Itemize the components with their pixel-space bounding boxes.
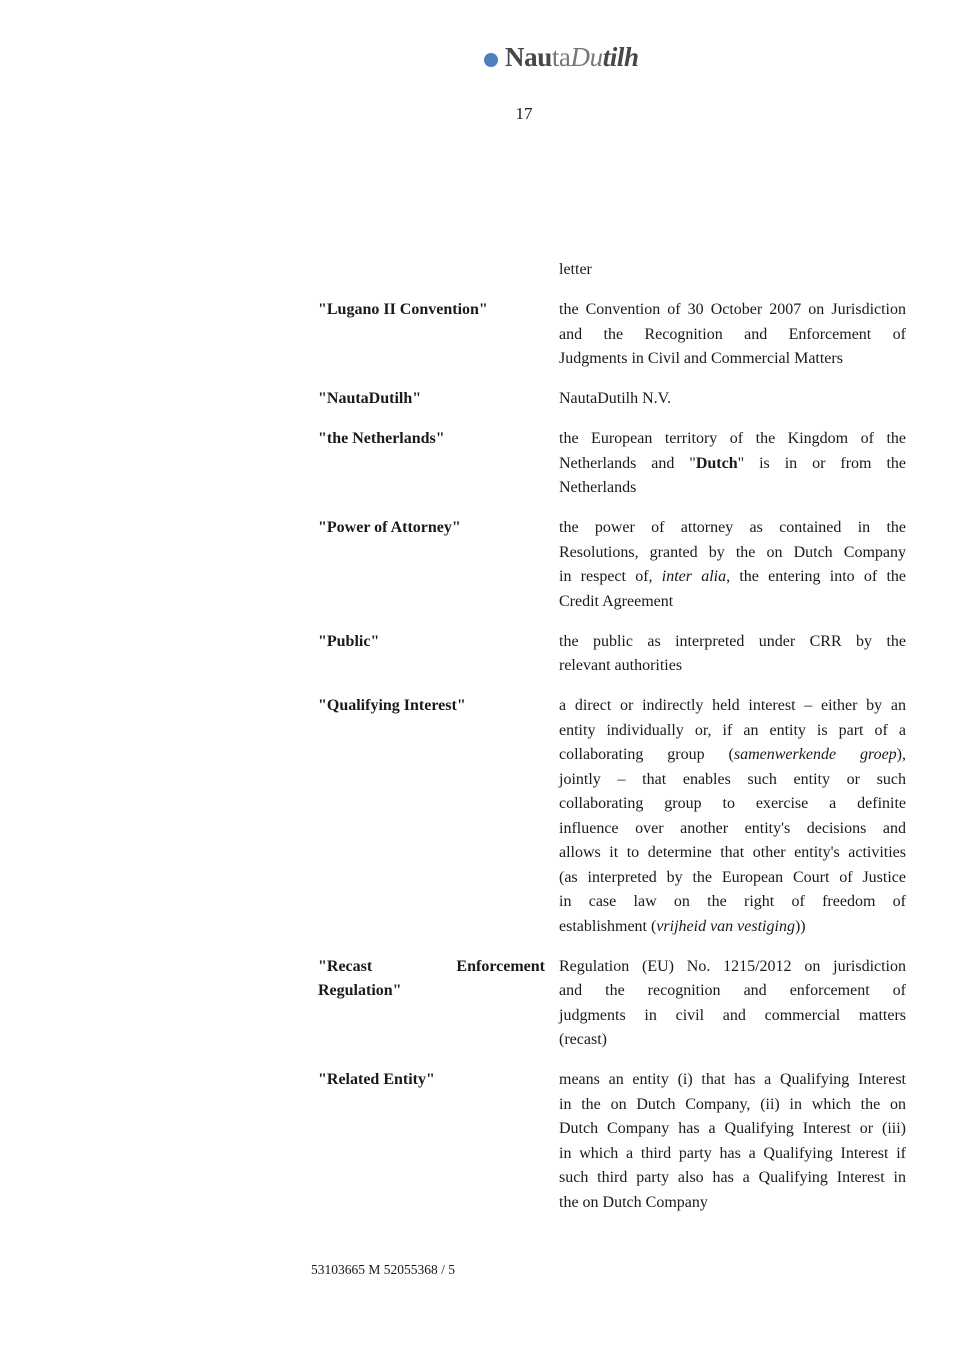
text-line <box>559 541 906 566</box>
bold-text: "Power of Attorney" <box>318 519 461 536</box>
definition-text <box>559 516 906 614</box>
text-segment: the European territory of the Kingdom of the <box>559 430 906 447</box>
definition-row <box>318 694 907 939</box>
definition-term <box>318 516 545 614</box>
text-line <box>559 654 906 679</box>
text-line <box>559 817 906 842</box>
text-segment: Resolutions, granted by the on Dutch Company <box>559 543 906 561</box>
definition-text <box>559 387 906 412</box>
definition-term <box>318 427 545 501</box>
text-line <box>559 516 906 541</box>
text-segment: establishment ( <box>559 917 657 935</box>
definition-row <box>318 955 907 1053</box>
text-line <box>559 1166 906 1191</box>
text-segment: in the on Dutch Company, (ii) in which the on <box>559 1095 906 1113</box>
text-line <box>559 452 906 477</box>
brand-text-ta: ta <box>551 42 571 72</box>
text-segment: in case law on the right of freedom of <box>559 893 906 910</box>
text-segment: letter <box>559 261 592 278</box>
text-segment: and the recognition and enforcement of <box>559 982 906 999</box>
text-line <box>559 1028 906 1053</box>
text-line <box>559 955 906 980</box>
definition-row <box>318 630 907 679</box>
text-line <box>559 630 906 655</box>
definitions-list <box>318 258 907 1231</box>
text-line <box>318 387 545 412</box>
text-line <box>559 1142 906 1167</box>
text-line <box>318 427 545 452</box>
text-line <box>318 516 545 541</box>
text-segment: , the entering into of the <box>726 568 907 585</box>
text-segment: Credit Agreement <box>559 592 674 610</box>
brand-text-du: Du <box>570 42 603 72</box>
text-segment: Netherlands <box>559 479 637 496</box>
text-segment: such third party also has a Qualifying Interest in <box>559 1169 906 1186</box>
brand-dot-icon <box>484 53 498 67</box>
text-line <box>559 979 906 1004</box>
text-line <box>559 1093 906 1118</box>
bold-text: "the Netherlands" <box>318 430 445 447</box>
text-line <box>559 347 906 372</box>
definition-text <box>559 298 906 372</box>
text-line <box>318 1068 545 1093</box>
text-segment: )) <box>794 917 806 935</box>
text-segment: collaborating group ( <box>559 746 734 763</box>
text-line <box>559 427 906 452</box>
text-segment: in which a third party has a Qualifying Interest if <box>559 1144 906 1162</box>
text-segment: jointly – that enables such entity or such <box>559 770 906 788</box>
definition-text <box>559 694 906 939</box>
italic-text: vrijheid van vestiging <box>656 917 795 935</box>
text-segment: (recast) <box>559 1031 607 1048</box>
text-line <box>559 719 906 744</box>
definition-row <box>318 516 907 614</box>
bold-text: "Recast Enforcement <box>318 957 545 975</box>
text-line <box>559 387 906 412</box>
text-line <box>559 792 906 817</box>
text-line <box>559 1068 906 1093</box>
text-line <box>318 298 545 323</box>
definition-term <box>318 258 545 283</box>
text-line <box>559 476 906 501</box>
text-line <box>559 565 906 590</box>
definition-term <box>318 630 545 679</box>
text-segment: collaborating group to exercise a definite <box>559 795 906 812</box>
brand-logo <box>505 44 639 71</box>
text-line <box>559 298 906 323</box>
text-segment: the Convention of 30 October 2007 on Jurisdiction <box>559 301 906 318</box>
definition-term <box>318 387 545 412</box>
document-reference: 53103665 M 52055368 / 5 <box>311 1262 456 1277</box>
italic-text: samenwerkende groep <box>733 746 897 763</box>
text-line <box>559 1191 906 1216</box>
text-segment: relevant authorities <box>559 657 683 674</box>
text-segment: Regulation (EU) No. 1215/2012 on jurisdiction <box>559 957 906 975</box>
text-line <box>559 323 906 348</box>
text-segment: Judgments in Civil and Commercial Matters <box>559 350 843 367</box>
bold-text: "NautaDutilh" <box>318 390 422 407</box>
definition-term <box>318 298 545 372</box>
text-segment: Dutch Company has a Qualifying Interest or (iii) <box>559 1120 906 1137</box>
text-segment: (as interpreted by the European Court of Justice <box>559 868 906 886</box>
definition-text <box>559 630 906 679</box>
definition-row <box>318 258 907 283</box>
text-line <box>559 258 906 283</box>
text-segment: a direct or indirectly held interest – either by an <box>559 697 906 714</box>
text-line <box>559 743 906 768</box>
text-segment: ), <box>896 746 906 763</box>
text-segment: NautaDutilh N.V. <box>559 390 672 407</box>
text-line <box>559 694 906 719</box>
bold-text: Dutch <box>695 454 738 472</box>
text-segment: " is in or from the <box>737 454 907 472</box>
bold-text: "Public" <box>318 632 380 650</box>
text-line <box>559 1004 906 1029</box>
text-line <box>559 768 906 793</box>
definition-row <box>318 387 907 412</box>
text-segment: influence over another entity's decisions and <box>559 819 906 837</box>
text-line <box>318 694 545 719</box>
definition-term <box>318 955 545 1053</box>
text-segment: means an entity (i) that has a Qualifying Interest <box>559 1071 906 1088</box>
definition-term <box>318 1068 545 1215</box>
text-segment: Netherlands and " <box>559 454 696 472</box>
brand-text-nau: Nau <box>505 42 552 72</box>
text-segment: in respect of, <box>559 568 662 585</box>
text-segment: the power of attorney as contained in the <box>559 519 906 536</box>
definition-text <box>559 258 906 283</box>
text-line <box>559 890 906 915</box>
text-line <box>559 1117 906 1142</box>
definition-row <box>318 1068 907 1215</box>
bold-text: Regulation" <box>318 982 402 999</box>
bold-text: "Qualifying Interest" <box>318 697 466 714</box>
bold-text: "Related Entity" <box>318 1071 435 1088</box>
text-line <box>559 915 906 940</box>
text-segment: and the Recognition and Enforcement of <box>559 325 906 343</box>
brand-text-tilh: tilh <box>602 42 639 72</box>
definition-row <box>318 427 907 501</box>
text-line <box>559 590 906 615</box>
definition-text <box>559 955 906 1053</box>
bold-text: "Lugano II Convention" <box>318 301 488 318</box>
definition-term <box>318 694 545 939</box>
italic-text: inter alia <box>661 568 727 585</box>
text-segment: judgments in civil and commercial matters <box>559 1006 906 1024</box>
definition-text <box>559 427 906 501</box>
page-number: 17 <box>515 104 533 123</box>
text-segment: the public as interpreted under CRR by the <box>559 632 906 650</box>
text-line <box>318 955 545 980</box>
definition-row <box>318 298 907 372</box>
text-segment: entity individually or, if an entity is part of a <box>559 721 906 739</box>
text-line <box>318 979 545 1004</box>
text-line <box>559 866 906 891</box>
definition-text <box>559 1068 906 1215</box>
text-segment: the on Dutch Company <box>559 1193 708 1211</box>
text-segment: allows it to determine that other entity's activities <box>559 844 906 861</box>
text-line <box>559 841 906 866</box>
text-line <box>318 630 545 655</box>
